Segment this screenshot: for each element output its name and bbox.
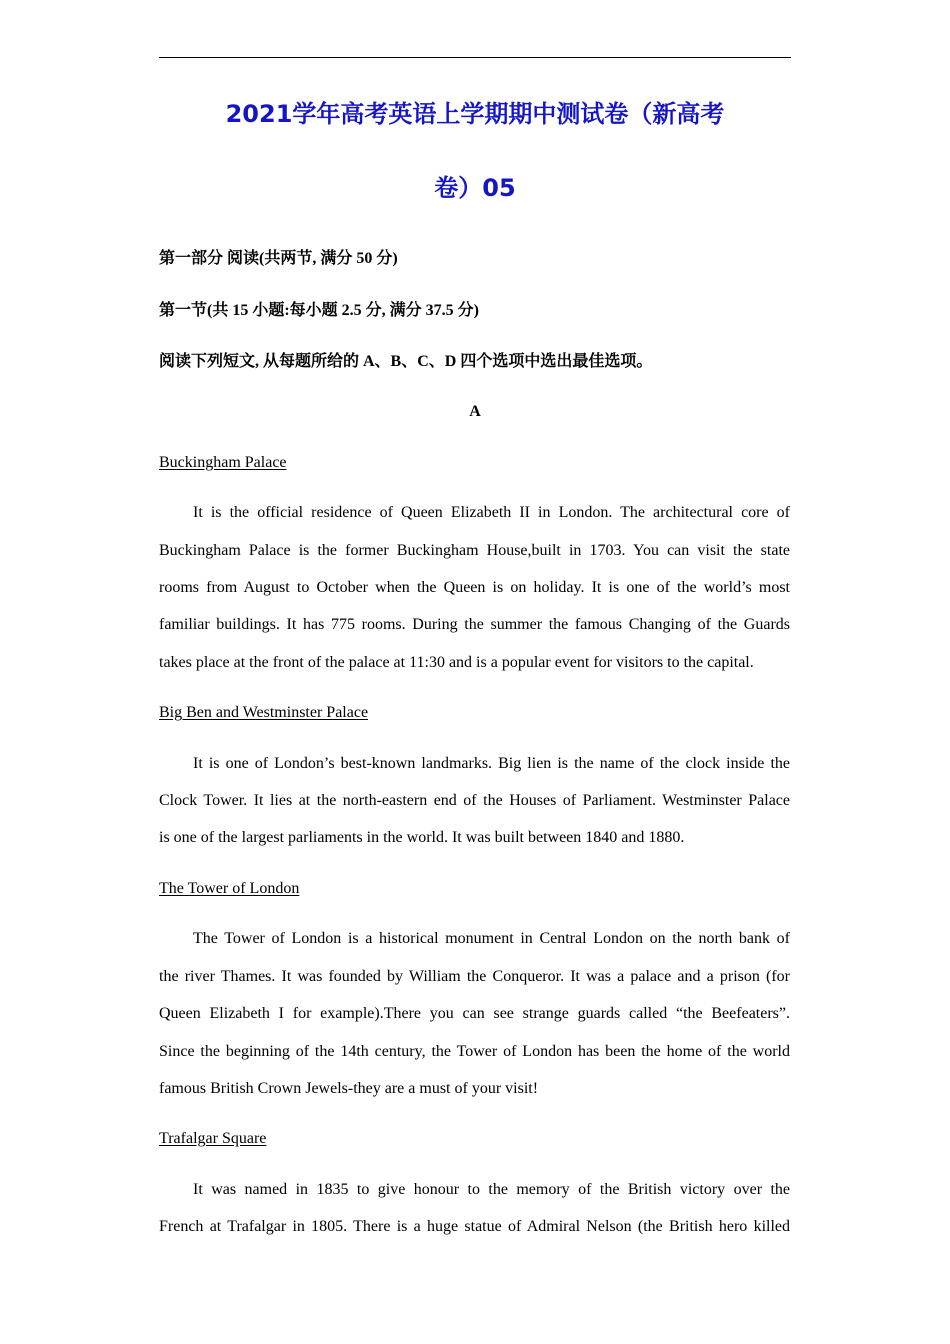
paragraph-line: It is one of London’s best-known landmarks. Big lien is the name of the clock inside the xyxy=(193,755,790,772)
section-heading: 第一节(共 15 小题:每小题 2.5 分, 满分 37.5 分) xyxy=(159,302,479,319)
paragraph-line: is one of the largest parliaments in the world. It was built between 1840 and 1880. xyxy=(159,829,685,846)
paragraph-line: The Tower of London is a historical monument in Central London on the north bank of xyxy=(193,930,790,947)
part-heading: 第一部分 阅读(共两节, 满分 50 分) xyxy=(159,250,398,267)
paragraph-line: famous British Crown Jewels-they are a must of your visit! xyxy=(159,1080,539,1097)
paragraph-line: It was named in 1835 to give honour to the memory of the British victory over the xyxy=(193,1181,790,1198)
paragraph-line: Since the beginning of the 14th century, the Tower of London has been the home of the world xyxy=(159,1043,790,1060)
passage-heading-tower: The Tower of London xyxy=(159,880,300,897)
header-rule xyxy=(159,57,791,58)
paragraph-line: It is the official residence of Queen Elizabeth II in London. The architectural core of xyxy=(193,504,790,521)
paragraph-line: Clock Tower. It lies at the north-eastern end of the Houses of Parliament. Westminster Palace xyxy=(159,792,790,809)
passage-heading-big-ben: Big Ben and Westminster Palace xyxy=(159,704,369,721)
instruction: 阅读下列短文, 从每题所给的 A、B、C、D 四个选项中选出最佳选项。 xyxy=(159,353,653,370)
paragraph-line: Queen Elizabeth I for example).There you can see strange guards called “the Beefeaters”. xyxy=(159,1005,790,1022)
document-title-line-2: 卷）05 xyxy=(434,174,516,202)
paragraph-line: Buckingham Palace is the former Buckingham House,built in 1703. You can visit the state xyxy=(159,542,790,559)
paragraph-line: familiar buildings. It has 775 rooms. During the summer the famous Changing of the Guards xyxy=(159,616,790,633)
passage-heading-buckingham: Buckingham Palace xyxy=(159,454,287,471)
paragraph-line: rooms from August to October when the Queen is on holiday. It is one of the world’s most xyxy=(159,579,790,596)
paragraph-line: takes place at the front of the palace at 11:30 and is a popular event for visitors to the capital. xyxy=(159,654,754,671)
document-title-line-1: 2021学年高考英语上学期期中测试卷（新高考 xyxy=(225,100,725,128)
passage-label: A xyxy=(469,403,481,420)
paragraph-line: the river Thames. It was founded by William the Conqueror. It was a palace and a prison (for xyxy=(159,968,790,985)
paragraph-line: French at Trafalgar in 1805. There is a huge statue of Admiral Nelson (the British hero killed xyxy=(159,1218,790,1235)
passage-heading-trafalgar: Trafalgar Square xyxy=(159,1130,267,1147)
